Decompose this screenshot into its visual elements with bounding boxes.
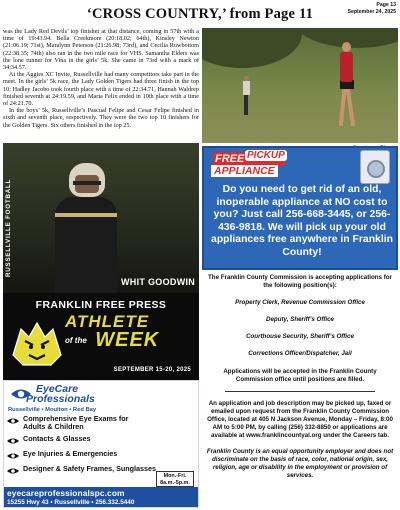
position-item: Deputy, Sheriff’s Office <box>266 316 334 323</box>
hours-times: 8a.m.-5p.m. <box>160 479 190 486</box>
page-header <box>0 2 400 28</box>
page-meta <box>348 2 396 16</box>
article-body <box>3 28 199 129</box>
football-player-figure <box>51 161 121 293</box>
award-line-week: WEEK <box>95 329 160 351</box>
eyecare-title-line2: Professionals <box>26 393 95 405</box>
service-label: Eye Injuries & Emergencies <box>23 449 118 458</box>
position-item: Property Clerk, Revenue Commission Office <box>235 299 365 306</box>
list-item <box>7 435 197 448</box>
washing-machine-icon <box>360 150 390 184</box>
commission-job-notice <box>204 272 396 480</box>
hours-days: Mon.-Fri. <box>163 473 187 479</box>
notice-application-info: An application and job description may be picked up, faxed or emailed upon request from the Franklin County Commission Office, located at 405 N Jackson Avenue, Monday – Friday, 8:00 AM to 5:00 PM, by calling (256) 332-8850 or applications are available at www.franklincountyal.org under the Careers tab. <box>207 400 393 439</box>
office-hours <box>156 471 194 487</box>
service-label: Contacts & Glasses <box>23 434 91 443</box>
award-title <box>65 313 197 350</box>
pickup-label: PICKUP <box>247 150 285 161</box>
runner-figure <box>338 42 356 128</box>
notice-intro: The Franklin County Commission is accepting applications for the following position(s): <box>208 274 392 289</box>
notice-eeo-statement: Franklin County is an equal opportunity employer and does not discriminate on the basis of race, color, national origin, sex, religion, age or disability in the employment or provision of services. <box>206 448 394 479</box>
eye-icon <box>7 467 19 475</box>
eye-icon <box>7 417 19 425</box>
eyecare-locations: Russellville • Moulton • Red Bay <box>8 407 97 413</box>
service-label: Comprehensive Eye Exams for Adults & Children <box>23 414 129 431</box>
article-paragraph: was the Lady Red Devils’ top finisher at that distance, coming in 57th with a time of 19:43.94. Bella Creekmore (20:18.02; 64th), Kinsley Newton (21:06.19; 71st), Maralynn Peterson (21:26.98; 73rd), and Cecilia Rowbottom (22:38.35; 74th) also ran in the two mile race for VHS. Samantha Elders was the lone runner for Vina in the girls’ 5k. She came in 73rd with a mark of 34:34.57. <box>3 28 199 72</box>
page-number: Page 13 <box>376 2 396 8</box>
athlete-of-the-week-ad <box>3 143 199 380</box>
position-item: Courthouse Security, Sheriff’s Office <box>246 333 354 340</box>
athlete-photo <box>3 143 199 293</box>
pickup-free-label: FREE <box>213 152 285 166</box>
pickup-banner <box>209 150 307 180</box>
eyecare-address: 15255 Hwy 43 • Russellville • 256.332.5440 <box>7 499 135 506</box>
eye-icon <box>7 437 19 445</box>
eyecare-website[interactable]: eyecareprofessionalspc.com <box>7 488 125 498</box>
athlete-name: WHIT GOODWIN <box>121 277 196 287</box>
eyecare-logo <box>8 383 198 405</box>
list-item <box>7 450 197 463</box>
notice-acceptance: Applications will be accepted in the Franklin County Commission office until positions are filled. <box>223 368 377 383</box>
tree-shape <box>202 28 302 68</box>
background-runner <box>242 76 251 116</box>
divider <box>225 391 375 392</box>
article-paragraph: At the Aggies XC Invite, Russellville had many competitors take part in the meet. In the girls’ 5k race, the Lady Golden Tigers had three finish in the top 10: Hadley Jacobo took fourth place with a time of 22:34.71, Hannah Waldrep finished seventh at 24:19.59, and Maria Felix ended in 10th place with a time of 24:21.70. <box>3 71 199 108</box>
service-label: Designer & Safety Frames, Sunglasses <box>23 464 157 473</box>
eyecare-footer <box>4 487 199 508</box>
eyecare-professionals-ad <box>3 380 199 508</box>
page-title: ‘CROSS COUNTRY,’ from Page 11 <box>86 6 314 22</box>
cross-country-photo <box>202 28 398 143</box>
appliance-label: APPLIANCE <box>211 165 278 177</box>
position-item: Corrections Officer/Dispatcher, Jail <box>248 350 352 357</box>
award-banner <box>3 293 199 380</box>
award-line-athlete: ATHLETE <box>65 312 150 331</box>
free-appliance-pickup-ad <box>202 146 398 270</box>
pickup-body-text: Do you need to get rid of an old, inoperable appliance at NO cost to you? Just call 256-668-3445, or 256-436-9818. We will pick up your old appliances free anywhere in Franklin County! <box>211 184 393 258</box>
eyecare-title-line1: EyeCare <box>36 383 79 395</box>
eye-icon <box>7 452 19 460</box>
side-banner <box>5 157 15 277</box>
issue-date: September 24, 2025 <box>347 9 396 15</box>
article-paragraph: In the boys’ 5k, Russellville’s Pascual Felipe and Cesar Felipe finished in sixth and seventh place, respectively. They were the two top 10 finishers for the Golden Tigers. Six others finished in the top 25. <box>3 107 199 129</box>
publication-name: FRANKLIN FREE PRESS <box>35 299 167 311</box>
award-of-the: of the <box>65 335 87 345</box>
award-dates: SEPTEMBER 15-20, 2025 <box>113 367 191 373</box>
list-item <box>7 415 197 433</box>
tiger-icon <box>7 315 67 369</box>
school-label: RUSSELLVILLE FOOTBALL <box>5 178 12 277</box>
